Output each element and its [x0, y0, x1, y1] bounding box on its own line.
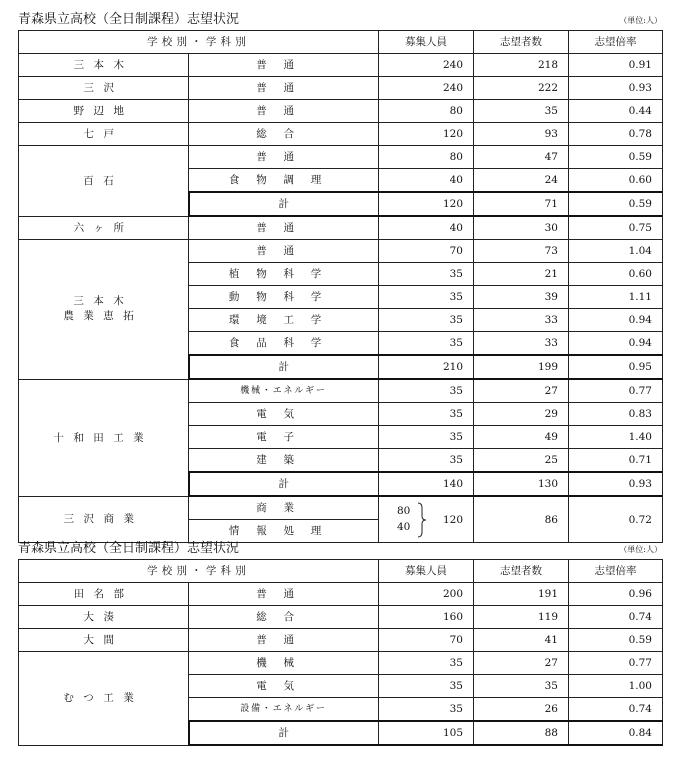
shibo-value: 25 [474, 449, 569, 473]
bairitsu-value: 0.44 [569, 100, 663, 123]
school-name: 大湊 [19, 606, 189, 629]
boshu-value: 80 [397, 504, 411, 517]
bairitsu-value: 0.96 [569, 583, 663, 606]
table-row [19, 629, 663, 652]
school-name: 六ヶ所 [19, 216, 189, 240]
header-school-dept: 学校別・学科別 [19, 31, 379, 54]
header-boshu: 募集人員 [379, 31, 474, 54]
dept-name: 機械 [189, 652, 379, 675]
shibo-value: 71 [474, 192, 569, 216]
bairitsu-value: 0.78 [569, 123, 663, 146]
boshu-value: 35 [379, 449, 474, 473]
table-row [19, 496, 663, 520]
shibo-value: 86 [474, 496, 569, 543]
header-shibo: 志望者数 [474, 560, 569, 583]
boshu-value: 40 [397, 520, 411, 533]
boshu-value: 105 [379, 721, 474, 745]
bairitsu-value: 0.75 [569, 216, 663, 240]
dept-name: 普通 [189, 100, 379, 123]
shibo-value: 35 [474, 100, 569, 123]
shibo-value: 88 [474, 721, 569, 745]
dept-name: 総合 [189, 606, 379, 629]
bairitsu-value: 0.74 [569, 698, 663, 722]
boshu-value: 35 [379, 403, 474, 426]
header-boshu: 募集人員 [379, 560, 474, 583]
bairitsu-value: 0.74 [569, 606, 663, 629]
shibo-value: 199 [474, 355, 569, 379]
bairitsu-value: 1.00 [569, 675, 663, 698]
dept-name: 環境工学 [189, 309, 379, 332]
table-row [19, 652, 663, 675]
header-shibo: 志望者数 [474, 31, 569, 54]
bairitsu-value: 0.93 [569, 472, 663, 496]
header-row [19, 560, 663, 583]
bairitsu-value: 0.72 [569, 496, 663, 543]
dept-name: 情報処理 [189, 520, 379, 543]
shibo-value: 21 [474, 263, 569, 286]
dept-name: 電気 [189, 403, 379, 426]
boshu-value: 35 [379, 309, 474, 332]
bairitsu-value: 0.59 [569, 192, 663, 216]
shibo-value: 41 [474, 629, 569, 652]
boshu-value: 35 [379, 652, 474, 675]
shibo-value: 49 [474, 426, 569, 449]
dept-name: 電子 [189, 426, 379, 449]
table-title: 青森県立高校（全日制課程）志望状況 [18, 12, 240, 27]
boshu-value: 35 [379, 286, 474, 309]
bairitsu-value: 0.60 [569, 263, 663, 286]
shibo-value: 218 [474, 54, 569, 77]
school-name: むつ工業 [19, 652, 189, 746]
dept-name: 食品科学 [189, 332, 379, 356]
total-label: 計 [189, 472, 379, 496]
shibo-value: 39 [474, 286, 569, 309]
boshu-value: 70 [379, 240, 474, 263]
boshu-value: 140 [379, 472, 474, 496]
shibo-value: 47 [474, 146, 569, 169]
brace-icon [417, 502, 427, 538]
shibo-value: 222 [474, 77, 569, 100]
boshu-value: 240 [379, 77, 474, 100]
shibo-value: 130 [474, 472, 569, 496]
school-name: 大間 [19, 629, 189, 652]
header-row [19, 31, 663, 54]
table-row [19, 240, 663, 263]
dept-name: 動物科学 [189, 286, 379, 309]
school-name: 野辺地 [19, 100, 189, 123]
school-name: 三沢商業 [19, 496, 189, 543]
table-row [19, 216, 663, 240]
unit-label: （単位:人） [619, 545, 662, 554]
shibo-value: 29 [474, 403, 569, 426]
boshu-value: 120 [379, 192, 474, 216]
bairitsu-value: 0.91 [569, 54, 663, 77]
bairitsu-value: 0.77 [569, 379, 663, 403]
boshu-value: 35 [379, 698, 474, 722]
school-name: 三沢 [19, 77, 189, 100]
table-row [19, 379, 663, 403]
bairitsu-value: 0.77 [569, 652, 663, 675]
boshu-value: 35 [379, 675, 474, 698]
boshu-value: 80 [379, 146, 474, 169]
shibo-value: 26 [474, 698, 569, 722]
total-label: 計 [189, 355, 379, 379]
dept-name: 普通 [189, 146, 379, 169]
school-name-line: 三本木 [73, 295, 134, 308]
table-row [19, 583, 663, 606]
dept-name: 普通 [189, 216, 379, 240]
bairitsu-value: 1.40 [569, 426, 663, 449]
boshu-value: 120 [379, 123, 474, 146]
dept-name: 普通 [189, 54, 379, 77]
school-name [19, 240, 189, 380]
table-row [19, 100, 663, 123]
bairitsu-value: 0.59 [569, 629, 663, 652]
dept-name: 普通 [189, 77, 379, 100]
shibo-value: 27 [474, 379, 569, 403]
dept-name: 普通 [189, 629, 379, 652]
boshu-value: 200 [379, 583, 474, 606]
boshu-value: 35 [379, 263, 474, 286]
boshu-value: 35 [379, 332, 474, 356]
table-title: 青森県立高校（全日制課程）志望状況 [18, 541, 240, 556]
boshu-total: 120 [442, 513, 463, 526]
bairitsu-value: 0.93 [569, 77, 663, 100]
shibo-value: 30 [474, 216, 569, 240]
dept-name: 普通 [189, 240, 379, 263]
bairitsu-value: 0.71 [569, 449, 663, 473]
boshu-value: 35 [379, 426, 474, 449]
boshu-breakdown [397, 503, 410, 535]
shibo-value: 33 [474, 332, 569, 356]
dept-name: 電気 [189, 675, 379, 698]
table-row [19, 77, 663, 100]
dept-name: 建築 [189, 449, 379, 473]
bairitsu-value: 0.94 [569, 332, 663, 356]
header-bairitsu: 志望倍率 [569, 560, 663, 583]
application-status-table [18, 30, 663, 543]
application-status-table [18, 559, 663, 746]
shibo-value: 73 [474, 240, 569, 263]
bairitsu-value: 0.60 [569, 169, 663, 193]
dept-name: 食物調理 [189, 169, 379, 193]
dept-name: 普通 [189, 583, 379, 606]
school-name: 七戸 [19, 123, 189, 146]
dept-name: 商業 [189, 496, 379, 520]
bairitsu-value: 0.84 [569, 721, 663, 745]
shibo-value: 93 [474, 123, 569, 146]
total-label: 計 [189, 721, 379, 745]
dept-name: 植物科学 [189, 263, 379, 286]
boshu-value: 40 [379, 169, 474, 193]
school-name: 百石 [19, 146, 189, 217]
boshu-value: 80 [379, 100, 474, 123]
bairitsu-value: 0.95 [569, 355, 663, 379]
school-name-line: 農業恵拓 [63, 310, 144, 323]
boshu-value: 210 [379, 355, 474, 379]
boshu-value: 35 [379, 379, 474, 403]
dept-name: 設備・エネルギー [189, 698, 379, 722]
bairitsu-value: 1.04 [569, 240, 663, 263]
header-bairitsu: 志望倍率 [569, 31, 663, 54]
bairitsu-value: 0.83 [569, 403, 663, 426]
shibo-value: 33 [474, 309, 569, 332]
school-name: 十和田工業 [19, 379, 189, 496]
school-name: 田名部 [19, 583, 189, 606]
dept-name: 機械・エネルギー [189, 379, 379, 403]
boshu-value: 240 [379, 54, 474, 77]
header-school-dept: 学校別・学科別 [19, 560, 379, 583]
dept-name: 総合 [189, 123, 379, 146]
table-row [19, 123, 663, 146]
table-row [19, 606, 663, 629]
table-row [19, 54, 663, 77]
unit-label: （単位:人） [619, 16, 662, 25]
shibo-value: 24 [474, 169, 569, 193]
boshu-combined-cell [379, 496, 474, 543]
shibo-value: 27 [474, 652, 569, 675]
boshu-value: 160 [379, 606, 474, 629]
shibo-value: 119 [474, 606, 569, 629]
table-row [19, 146, 663, 169]
bairitsu-value: 1.11 [569, 286, 663, 309]
total-label: 計 [189, 192, 379, 216]
bairitsu-value: 0.59 [569, 146, 663, 169]
bairitsu-value: 0.94 [569, 309, 663, 332]
shibo-value: 191 [474, 583, 569, 606]
boshu-value: 40 [379, 216, 474, 240]
school-name: 三本木 [19, 54, 189, 77]
shibo-value: 35 [474, 675, 569, 698]
boshu-value: 70 [379, 629, 474, 652]
